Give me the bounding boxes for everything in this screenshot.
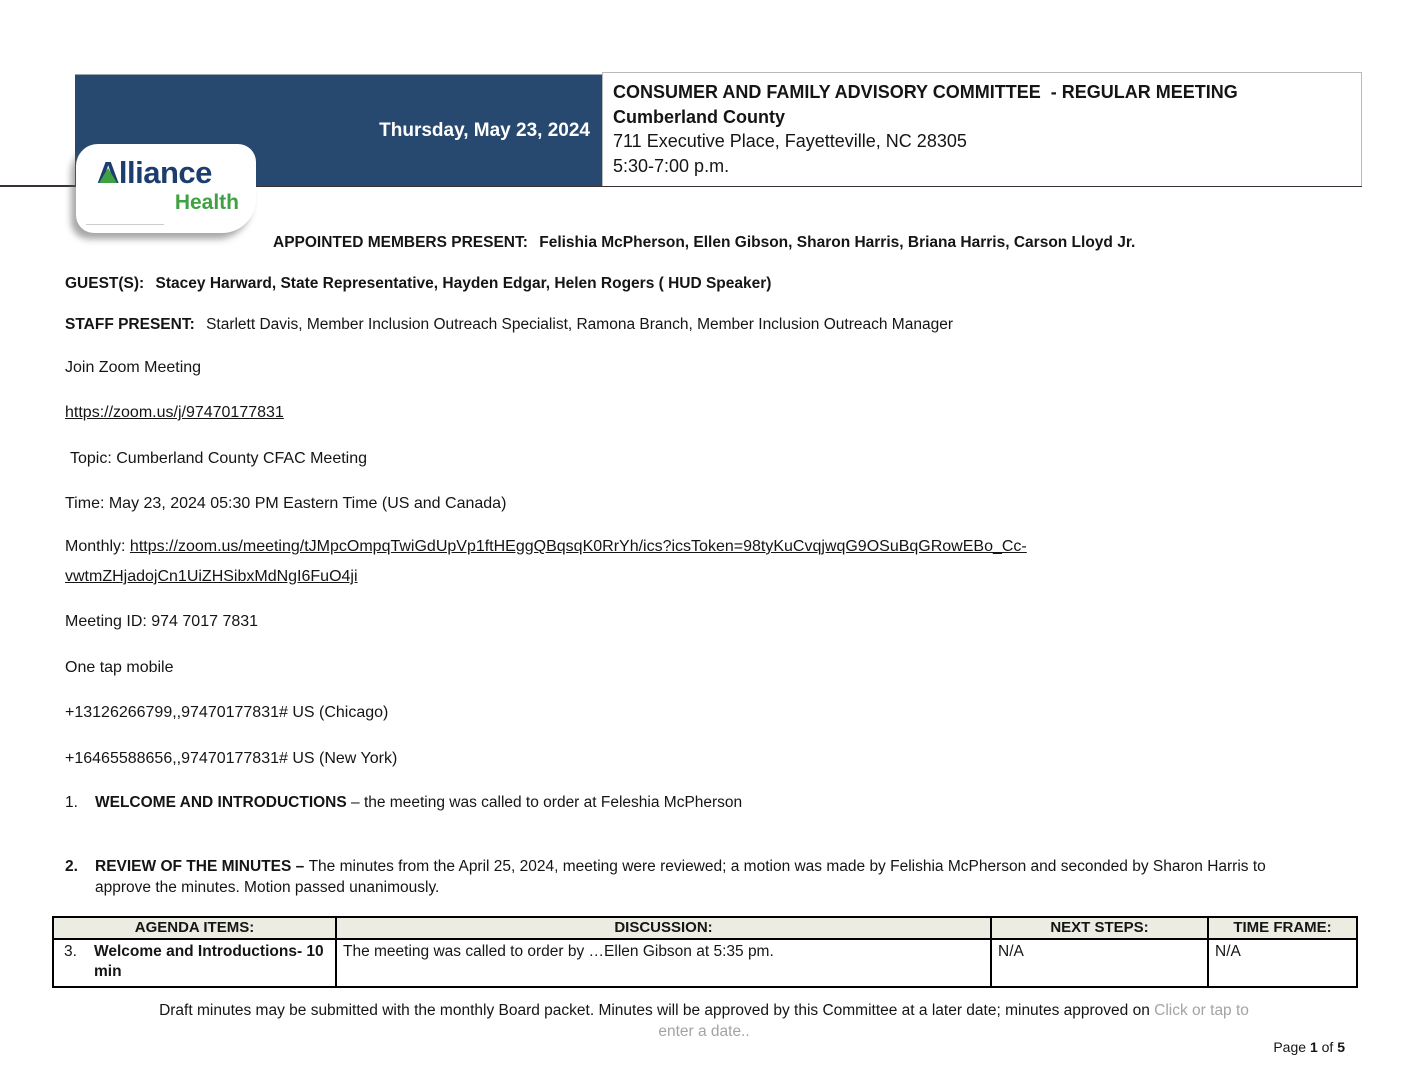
page-label: Page bbox=[1273, 1039, 1310, 1055]
item-2-body bbox=[95, 857, 1309, 898]
guests-label: GUEST(S): bbox=[65, 275, 145, 292]
agenda-item-cell bbox=[53, 939, 336, 987]
agenda-item-1 bbox=[65, 794, 742, 812]
footer-note-text: Draft minutes may be submitted with the monthly Board packet. Minutes will be approved by this Committee at a later date; minutes approved on bbox=[159, 1002, 1155, 1019]
meeting-address: 711 Executive Place, Fayetteville, NC 28305 bbox=[613, 131, 967, 151]
zoom-topic-line: Topic: Cumberland County CFAC Meeting bbox=[70, 450, 368, 467]
monthly-link-line1 bbox=[65, 538, 1027, 556]
page-number bbox=[1273, 1039, 1345, 1055]
item-2-text: The minutes from the April 25, 2024, meeting were reviewed; a motion was made by Felishia McPherson and seconded by Sharon Harris to approve the minutes. Motion passed unanimously. bbox=[95, 858, 1266, 896]
meeting-title-block bbox=[602, 72, 1362, 186]
footer-note bbox=[52, 1000, 1356, 1042]
column-header-discussion: DISCUSSION: bbox=[336, 917, 991, 939]
staff-label: STAFF PRESENT: bbox=[65, 316, 195, 333]
monthly-link-part1[interactable]: https://zoom.us/meeting/tJMpcOmpqTwiGdUpVp1ftHEggQBqsqK0RrYh/ics?icsToken=98tyKuCvqjwqG9OSuBqGRowEBo_Cc- bbox=[129, 538, 1027, 555]
date-placeholder-line1[interactable]: Click or tap to bbox=[1154, 1002, 1249, 1019]
logo-alliance-text: Alliance bbox=[97, 155, 212, 190]
logo-underline bbox=[86, 224, 164, 225]
page-of-label: of bbox=[1317, 1039, 1338, 1055]
item-1-number: 1. bbox=[65, 794, 78, 811]
meeting-time-range: 5:30-7:00 p.m. bbox=[613, 155, 730, 176]
agenda-table bbox=[52, 916, 1358, 988]
staff-names: Starlett Davis, Member Inclusion Outreach Specialist, Ramona Branch, Member Inclusion Outreach Manager bbox=[206, 316, 953, 333]
monthly-link-line2 bbox=[65, 568, 358, 586]
zoom-join-url[interactable]: https://zoom.us/j/97470177831 bbox=[65, 404, 284, 421]
agenda-item-number: 3. bbox=[64, 943, 77, 960]
join-zoom-heading: Join Zoom Meeting bbox=[65, 359, 202, 376]
column-header-agenda-items: AGENDA ITEMS: bbox=[53, 917, 336, 939]
agenda-item-text: Welcome and Introductions- 10 min bbox=[94, 943, 324, 980]
agenda-table-header-row bbox=[53, 917, 1357, 939]
page-total: 5 bbox=[1337, 1039, 1345, 1055]
logo-health-text: Health bbox=[174, 191, 239, 214]
item-1-title: WELCOME AND INTRODUCTIONS bbox=[95, 794, 347, 811]
guests-names: Stacey Harward, State Representative, Hayden Edgar, Helen Rogers ( HUD Speaker) bbox=[155, 275, 772, 292]
zoom-join-link[interactable] bbox=[65, 404, 284, 422]
item-2-title: REVIEW OF THE MINUTES – bbox=[95, 858, 309, 875]
appointed-members-names: Felishia McPherson, Ellen Gibson, Sharon Harris, Briana Harris, Carson Lloyd Jr. bbox=[539, 234, 1136, 251]
alliance-health-logo bbox=[76, 144, 256, 233]
time-frame-cell: N/A bbox=[1208, 939, 1357, 987]
guests-line bbox=[65, 275, 771, 293]
date-placeholder-line2[interactable]: enter a date.. bbox=[658, 1023, 750, 1040]
monthly-link-part2[interactable]: vwtmZHjadojCn1UiZHSibxMdNgI6FuO4ji bbox=[65, 568, 358, 585]
appointed-members-label: APPOINTED MEMBERS PRESENT: bbox=[273, 234, 528, 251]
meeting-county: Cumberland County bbox=[613, 106, 786, 127]
meeting-date: Thursday, May 23, 2024 bbox=[379, 119, 590, 141]
agenda-item-2 bbox=[65, 857, 1309, 898]
page-current: 1 bbox=[1309, 1039, 1318, 1055]
staff-line bbox=[65, 316, 953, 334]
phone-newyork-line: +16465588656,,97470177831# US (New York) bbox=[65, 750, 398, 767]
column-header-time-frame: TIME FRAME: bbox=[1208, 917, 1357, 939]
one-tap-heading: One tap mobile bbox=[65, 659, 174, 676]
item-2-number: 2. bbox=[65, 858, 78, 875]
meeting-title: CONSUMER AND FAMILY ADVISORY COMMITTEE - REGULAR MEETING bbox=[613, 82, 1238, 102]
meeting-id-line: Meeting ID: 974 7017 7831 bbox=[65, 613, 259, 630]
logo-mountain-icon bbox=[99, 168, 117, 183]
monthly-label: Monthly: bbox=[65, 538, 130, 555]
appointed-members-line bbox=[273, 234, 1135, 252]
column-header-next-steps: NEXT STEPS: bbox=[991, 917, 1208, 939]
phone-chicago-line: +13126266799,,97470177831# US (Chicago) bbox=[65, 704, 389, 721]
item-1-text: – the meeting was called to order at Feleshia McPherson bbox=[346, 794, 743, 811]
zoom-time-line: Time: May 23, 2024 05:30 PM Eastern Time (US and Canada) bbox=[65, 495, 507, 512]
table-row bbox=[53, 939, 1357, 987]
next-steps-cell: N/A bbox=[991, 939, 1208, 987]
discussion-cell: The meeting was called to order by …Ellen Gibson at 5:35 pm. bbox=[336, 939, 991, 987]
